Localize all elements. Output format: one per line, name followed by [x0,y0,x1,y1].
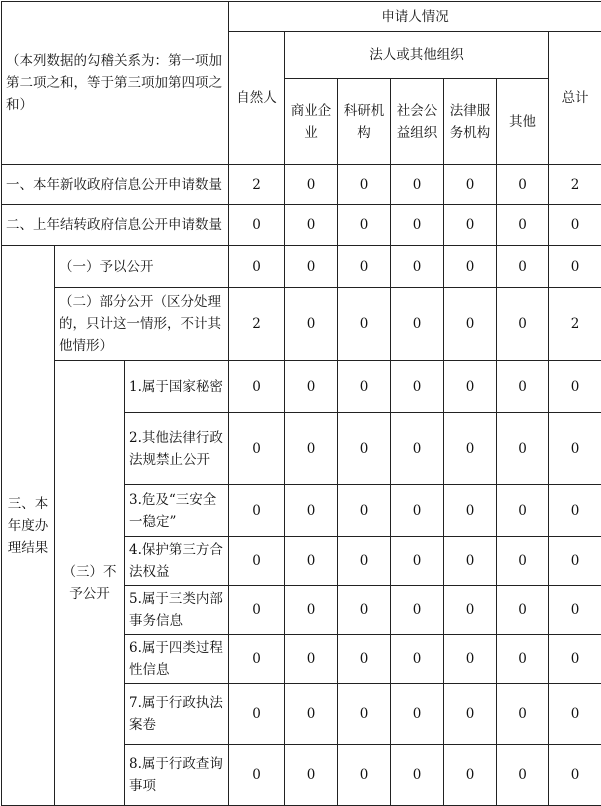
cell-value: 0 [497,361,549,413]
cell-value: 0 [549,485,601,537]
cell-value: 0 [285,537,338,586]
cell-value: 0 [338,288,391,361]
cell-value: 0 [497,205,549,246]
cell-value: 0 [391,361,444,413]
cell-value: 0 [229,684,285,745]
cell-value: 0 [444,684,497,745]
row-label: 7.属于行政执法案卷 [125,684,229,745]
cell-value: 0 [391,413,444,485]
header-other: 其他 [497,79,549,165]
header-social: 社会公益组织 [391,79,444,165]
cell-value: 0 [229,586,285,635]
cell-value: 0 [549,635,601,684]
cell-value: 0 [549,361,601,413]
cell-value: 2 [549,165,601,205]
cell-value: 0 [549,684,601,745]
row-label: （二）部分公开（区分处理的，只计这一情形，不计其他情形） [55,288,229,361]
header-legal-service: 法律服务机构 [444,79,497,165]
cell-value: 0 [444,288,497,361]
cell-value: 0 [549,537,601,586]
not-public-group-label: （三）不予公开 [55,361,125,806]
cell-value: 0 [229,246,285,288]
cell-value: 0 [497,745,549,806]
header-legal-group: 法人或其他组织 [285,32,549,79]
cell-value: 0 [285,205,338,246]
cell-value: 0 [285,165,338,205]
cell-value: 2 [229,165,285,205]
row-label: 6.属于四类过程性信息 [125,635,229,684]
cell-value: 0 [549,413,601,485]
cell-value: 0 [444,745,497,806]
header-commercial: 商业企业 [285,79,338,165]
cell-value: 0 [285,684,338,745]
cell-value: 0 [285,586,338,635]
row-label: 3.危及“三安全一稳定” [125,485,229,537]
cell-value: 0 [444,586,497,635]
table-row [2,205,601,246]
header-note: （本列数据的勾稽关系为：第一项加第二项之和，等于第三项加第四项之和） [6,53,222,113]
cell-value: 0 [497,288,549,361]
cell-value: 0 [338,684,391,745]
cell-value: 0 [391,165,444,205]
cell-value: 0 [338,586,391,635]
cell-value: 0 [338,537,391,586]
cell-value: 0 [497,165,549,205]
cell-value: 0 [391,246,444,288]
cell-value: 0 [391,586,444,635]
table-row [2,361,601,413]
cell-value: 0 [338,485,391,537]
cell-value: 0 [444,485,497,537]
table-row [2,288,601,361]
cell-value: 0 [338,361,391,413]
cell-value: 0 [497,537,549,586]
cell-value: 0 [338,246,391,288]
cell-value: 0 [497,413,549,485]
cell-value: 0 [391,288,444,361]
row-label: 8.属于行政查询事项 [125,745,229,806]
cell-value: 0 [391,635,444,684]
cell-value: 0 [444,413,497,485]
row-label: 一、本年新收政府信息公开申请数量 [2,165,229,205]
cell-value: 0 [285,635,338,684]
cell-value: 0 [285,246,338,288]
row-label: 5.属于三类内部事务信息 [125,586,229,635]
cell-value: 0 [338,745,391,806]
row-label: 1.属于国家秘密 [125,361,229,413]
cell-value: 0 [338,413,391,485]
cell-value: 0 [338,635,391,684]
statistics-table [1,1,601,806]
row-label: 二、上年结转政府信息公开申请数量 [2,205,229,246]
cell-value: 0 [285,413,338,485]
table-row [2,246,601,288]
cell-value: 0 [497,586,549,635]
header-total: 总计 [549,32,601,165]
cell-value: 0 [391,745,444,806]
cell-value: 0 [549,246,601,288]
cell-value: 0 [285,745,338,806]
cell-value: 0 [444,635,497,684]
cell-value: 0 [444,246,497,288]
cell-value: 2 [549,288,601,361]
section-results-label: 三、本年度办理结果 [2,246,55,806]
cell-value: 0 [229,537,285,586]
cell-value: 0 [391,684,444,745]
row-label: 2.其他法律行政法规禁止公开 [125,413,229,485]
cell-value: 0 [285,361,338,413]
cell-value: 0 [549,586,601,635]
cell-value: 0 [391,485,444,537]
cell-value: 0 [497,684,549,745]
row-label: （一）予以公开 [55,246,229,288]
cell-value: 0 [444,537,497,586]
cell-value: 2 [229,288,285,361]
header-applicant: 申请人情况 [229,2,601,32]
header-note-cell [2,2,229,165]
cell-value: 0 [497,635,549,684]
cell-value: 0 [444,205,497,246]
cell-value: 0 [338,205,391,246]
row-label: 4.保护第三方合法权益 [125,537,229,586]
cell-value: 0 [391,205,444,246]
cell-value: 0 [285,485,338,537]
cell-value: 0 [229,485,285,537]
cell-value: 0 [549,745,601,806]
cell-value: 0 [229,205,285,246]
table-row [2,165,601,205]
cell-value: 0 [229,361,285,413]
cell-value: 0 [497,246,549,288]
cell-value: 0 [229,413,285,485]
cell-value: 0 [444,165,497,205]
cell-value: 0 [229,745,285,806]
header-natural-person: 自然人 [229,32,285,165]
cell-value: 0 [444,361,497,413]
cell-value: 0 [338,165,391,205]
cell-value: 0 [229,635,285,684]
header-research: 科研机构 [338,79,391,165]
cell-value: 0 [497,485,549,537]
cell-value: 0 [391,537,444,586]
cell-value: 0 [285,288,338,361]
cell-value: 0 [549,205,601,246]
